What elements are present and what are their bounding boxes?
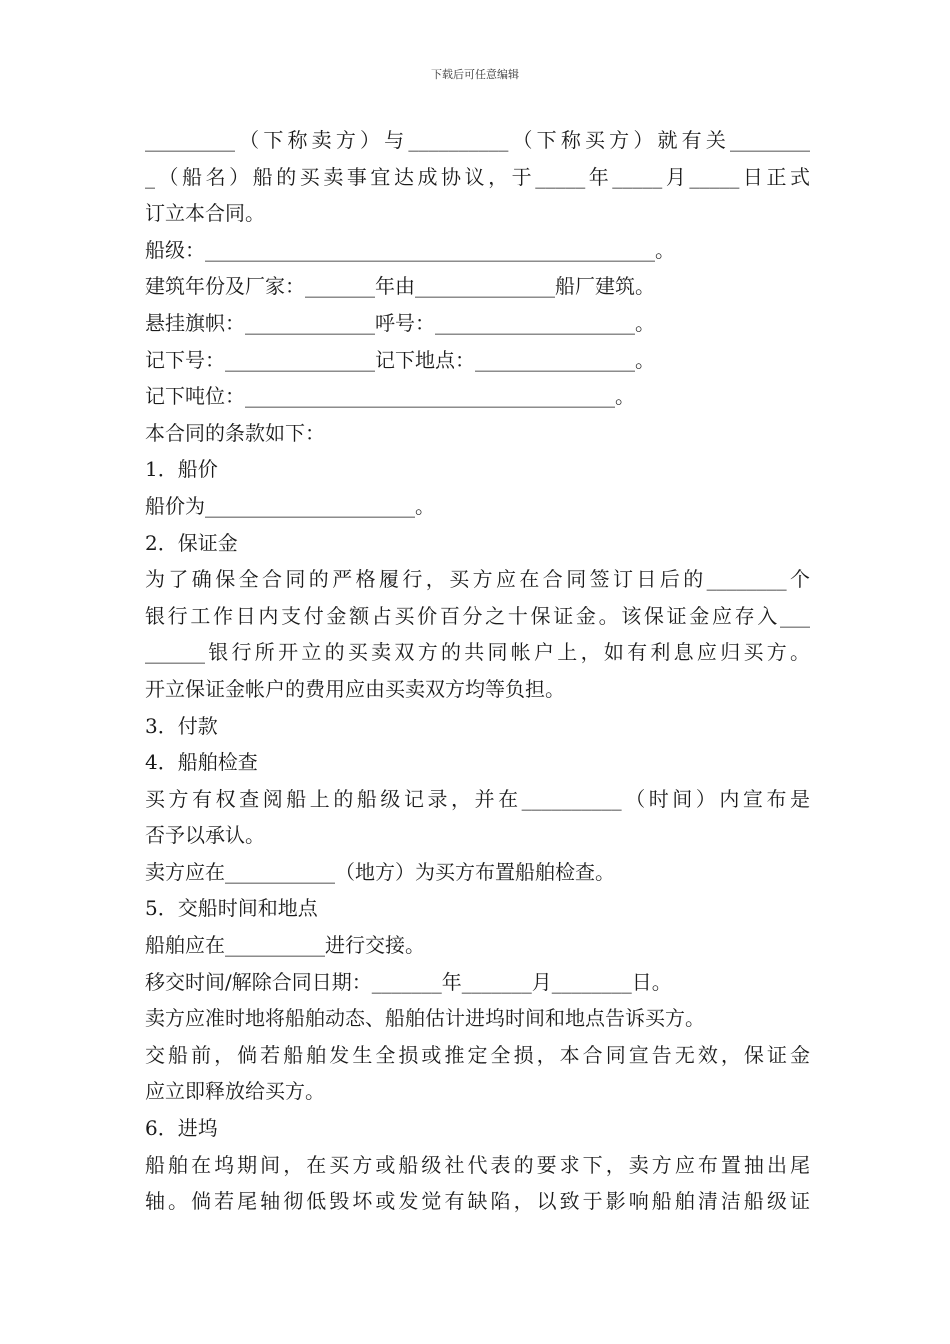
- text-line: ______银行所开立的买卖双方的共同帐户上，如有利息应归买方。: [145, 640, 810, 665]
- text-line: 1．船价: [145, 457, 218, 482]
- text-line: 船舶应在__________进行交接。: [145, 933, 425, 958]
- page-header: 下载后可任意编辑: [431, 68, 519, 81]
- text-line: 订立本合同。: [145, 201, 265, 226]
- text-line: _________（下称卖方）与__________（下称买方）就有关________: [145, 128, 810, 152]
- text-line: 记下号：_______________记下地点：________________。: [145, 347, 655, 372]
- text-line: _（船名）船的买卖事宜达成协议，于_____年_____月_____日正式: [145, 164, 810, 189]
- text-line: 4．船舶检查: [145, 750, 258, 775]
- text-line: 船级：_____________________________________________。: [145, 237, 675, 262]
- text-line: 记下吨位：_____________________________________。: [145, 384, 635, 409]
- text-line: 悬挂旗帜：_____________呼号：____________________。: [145, 310, 655, 335]
- text-line: 建筑年份及厂家：_______年由______________船厂建筑。: [145, 274, 655, 299]
- text-line: 6．进坞: [145, 1116, 218, 1141]
- text-line: 卖方应在___________（地方）为买方布置船舶检查。: [145, 859, 615, 884]
- text-line: 否予以承认。: [145, 823, 265, 848]
- text-line: 船价为_____________________。: [145, 493, 435, 518]
- text-line: 本合同的条款如下：: [145, 420, 325, 445]
- text-line: 买方有权查阅船上的船级记录，并在__________（时间）内宣布是: [145, 786, 810, 811]
- text-line: 应立即释放给买方。: [145, 1079, 325, 1104]
- text-line: 轴。倘若尾轴彻低毁坏或发觉有缺陷，以致于影响船舶清洁船级证: [145, 1189, 810, 1214]
- text-line: 移交时间/解除合同日期：_______年_______月________日。: [145, 969, 672, 994]
- text-line: 卖方应准时地将船舶动态、船舶估计进坞时间和地点告诉买方。: [145, 1006, 705, 1031]
- text-line: 为了确保全合同的严格履行，买方应在合同签订日后的________个: [145, 567, 810, 592]
- text-line: 3．付款: [145, 713, 218, 738]
- text-line: 银行工作日内支付金额占买价百分之十保证金。该保证金应存入___: [145, 603, 810, 628]
- contract-body: [145, 122, 810, 1220]
- text-line: 船舶在坞期间，在买方或船级社代表的要求下，卖方应布置抽出尾: [145, 1152, 810, 1177]
- text-line: 5．交船时间和地点: [145, 896, 318, 921]
- text-line: 交船前，倘若船舶发生全损或推定全损，本合同宣告无效，保证金: [145, 1042, 810, 1067]
- text-line: 2．保证金: [145, 530, 238, 555]
- text-line: 开立保证金帐户的费用应由买卖双方均等负担。: [145, 676, 565, 701]
